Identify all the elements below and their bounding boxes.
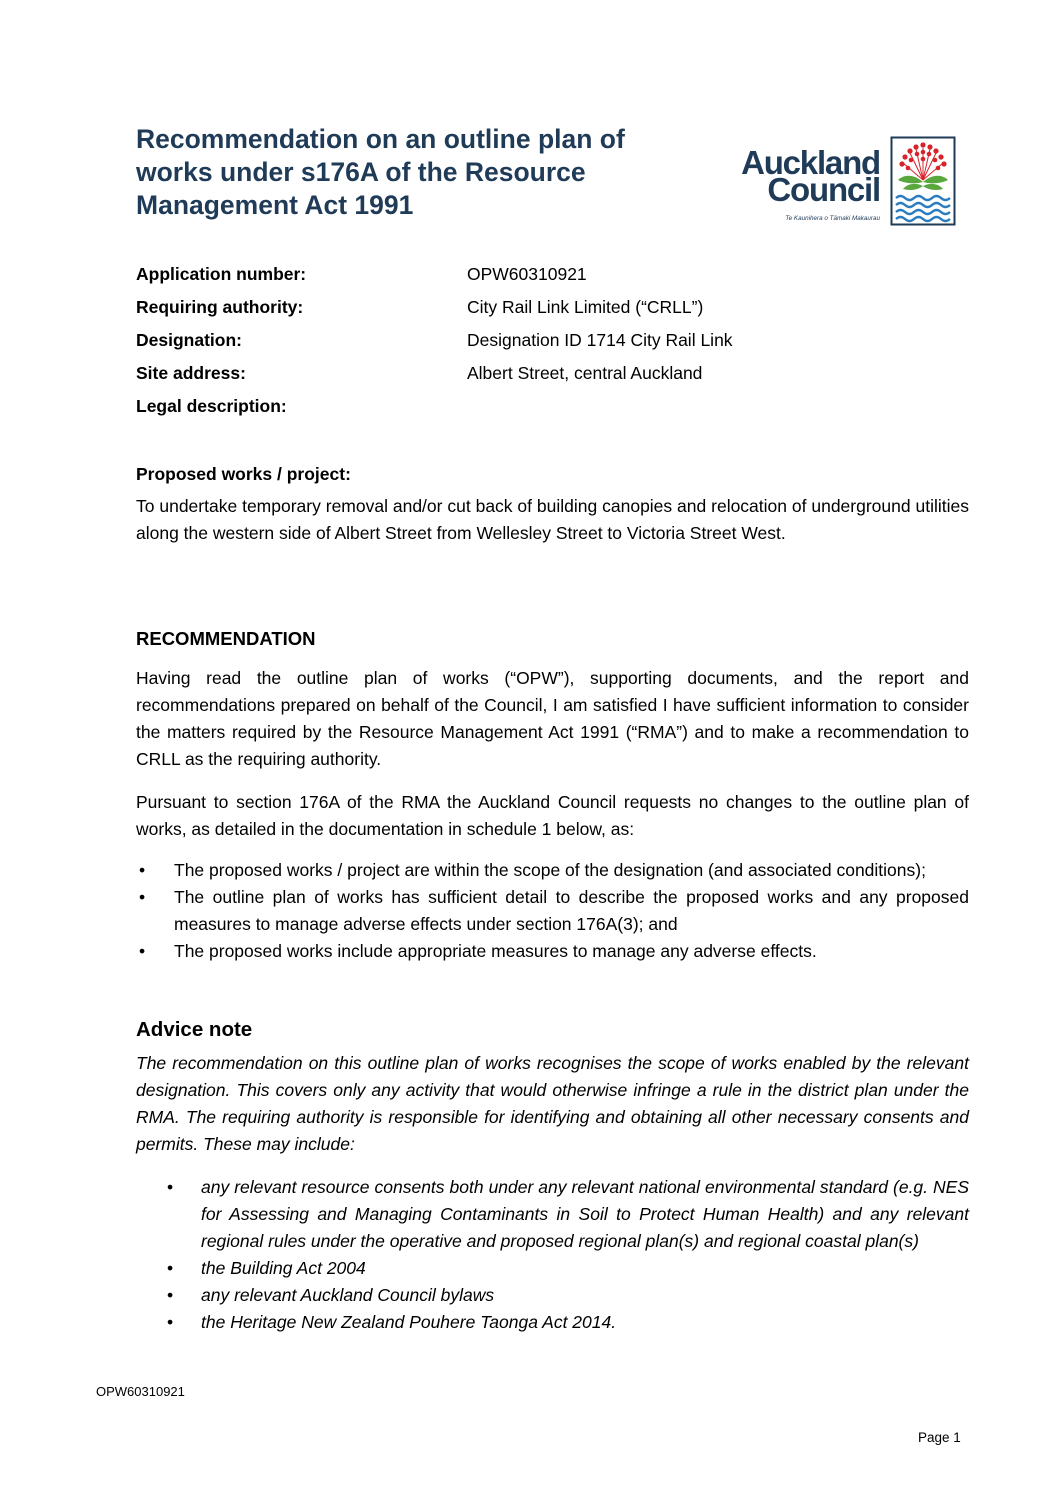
recommendation-paragraph-2: Pursuant to section 176A of the RMA the Auckland Council requests no changes to the outline plan of works, as detailed in the documentation in schedule 1 below, as: [136,792,969,839]
meta-row-application-number [136,262,916,295]
meta-row-legal-description [136,394,916,427]
meta-label: Legal description: [136,396,287,416]
meta-row-designation [136,328,916,361]
advice-bullet-list [165,1174,969,1336]
application-details [136,262,916,427]
meta-label: Requiring authority: [136,297,304,317]
logo-tagline: Te Kaunihera o Tāmaki Makaurau [785,215,880,222]
meta-row-site-address [136,361,916,394]
recommendation-bullet-list [136,857,969,965]
pohutukawa-emblem-icon [890,136,956,226]
list-item: • any relevant Auckland Council bylaws [165,1282,969,1309]
list-item: • The proposed works / project are within the scope of the designation (and associated conditions); [136,857,969,884]
meta-value [467,394,916,427]
list-item: • the Heritage New Zealand Pouhere Taonga Act 2014. [165,1309,969,1336]
meta-row-requiring-authority [136,295,916,328]
meta-value: Designation ID 1714 City Rail Link [467,330,733,350]
footer-page-number: Page 1 [918,1430,961,1445]
recommendation-paragraph-1: Having read the outline plan of works (“OPW”), supporting documents, and the report and recommendations prepared on behalf of the Council, I am satisfied I have sufficient information to consider the matters required by the Resource Management Act 1991 (“RMA”) and to make a recommendation to CRLL as the requiring authority. [136,668,969,769]
advice-note-heading: Advice note [136,1018,253,1041]
advice-note-text: The recommendation on this outline plan of works recognises the scope of works enabled by the relevant designation. This covers only any activity that would otherwise infringe a rule in the district plan under the RMA. The requiring authority is responsible for identifying and obtaining all other necessary consents and permits. These may include: [136,1053,969,1154]
list-item: • the Building Act 2004 [165,1255,969,1282]
recommendation-heading: RECOMMENDATION [136,628,316,649]
meta-label: Site address: [136,363,246,383]
list-item: • any relevant resource consents both under any relevant national environmental standard (e.g. NES for Assessing and Managing Contaminants in Soil to Protect Human Health) and any relevant regional rules under the operative and proposed regional plan(s) and regional coastal plan(s) [165,1174,969,1255]
meta-label: Application number: [136,264,307,284]
auckland-council-logo [734,136,956,228]
list-item: • The proposed works include appropriate measures to manage any adverse effects. [136,938,969,965]
proposed-works-text: To undertake temporary removal and/or cut back of building canopies and relocation of underground utilities along the western side of Albert Street from Wellesley Street to Victoria Street West. [136,496,969,543]
document-title: Recommendation on an outline plan of works under s176A of the Resource Management Act 1991 [136,124,625,220]
list-item: • The outline plan of works has sufficient detail to describe the proposed works and any proposed measures to manage adverse effects under section 176A(3); and [136,884,969,938]
proposed-works-heading: Proposed works / project: [136,464,351,484]
meta-value: City Rail Link Limited (“CRLL”) [467,297,704,317]
footer-document-id: OPW60310921 [96,1384,185,1399]
meta-label: Designation: [136,330,242,350]
logo-word-auckland: Auckland [741,144,880,181]
meta-value: OPW60310921 [467,264,587,284]
logo-word-council: Council [767,171,880,208]
meta-value: Albert Street, central Auckland [467,363,703,383]
